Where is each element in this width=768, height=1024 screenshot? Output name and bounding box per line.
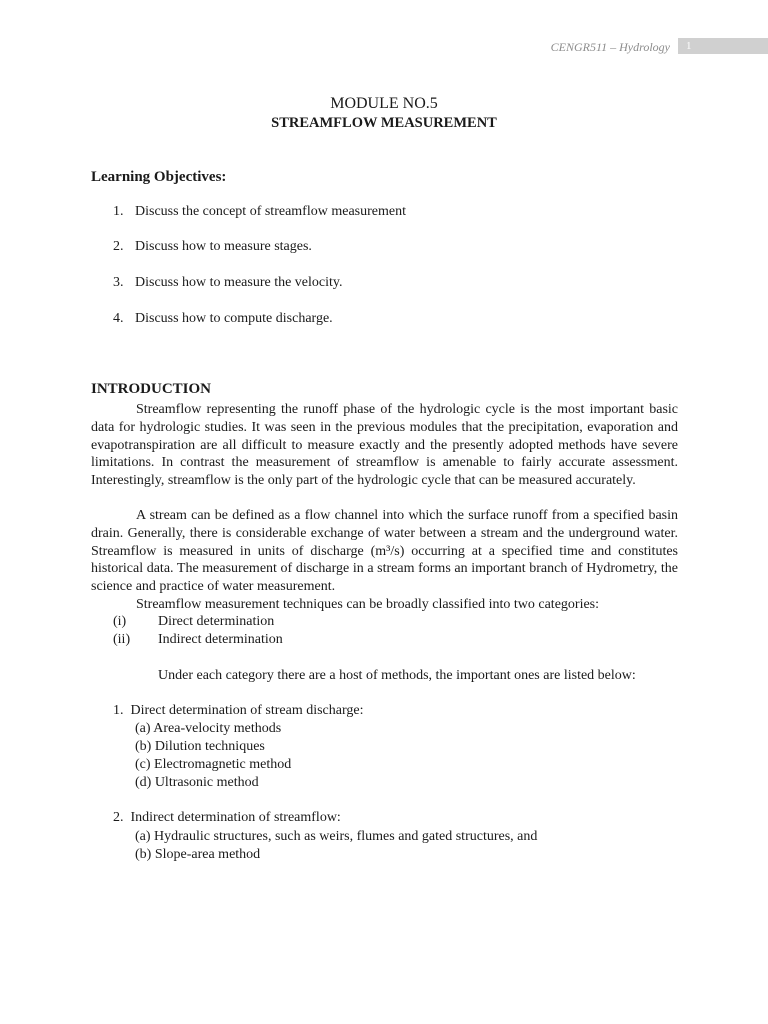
methods-intro: Under each category there are a host of methods, the important ones are listed below: <box>158 668 636 683</box>
category-text: Indirect determination <box>158 632 283 647</box>
objective-number: 1. <box>113 204 124 219</box>
objective-item <box>113 275 343 291</box>
objective-item <box>113 239 312 255</box>
indirect-heading: 2. Indirect determination of streamflow: <box>113 810 341 825</box>
objective-number: 2. <box>113 239 124 254</box>
module-title: MODULE NO.5 <box>330 95 438 112</box>
objectives-heading: Learning Objectives: <box>91 169 227 185</box>
direct-method-item: (c) Electromagnetic method <box>135 757 292 772</box>
category-number: (i) <box>113 614 127 629</box>
page-number: 1 <box>678 38 768 54</box>
direct-heading: 1. Direct determination of stream discharge: <box>113 703 364 718</box>
objective-item <box>113 311 333 327</box>
intro-paragraph-3: Streamflow measurement techniques can be broadly classified into two categories: <box>136 597 600 612</box>
objective-number: 3. <box>113 275 124 290</box>
direct-method-item: (d) Ultrasonic method <box>135 775 259 790</box>
objective-text: Discuss how to compute discharge. <box>135 311 333 326</box>
category-text: Direct determination <box>158 614 275 629</box>
objective-item <box>113 204 406 220</box>
objective-text: Discuss how to measure stages. <box>135 239 312 254</box>
intro-paragraph-2: A stream can be defined as a flow channel into which the surface runoff from a specified basin drain. Generally, there is considerable exchange of water between a stream and the underground water. Streamflow is measured in units of discharge (m³/s) occurring at a specified time and constitutes historical data. The measurement of discharge in a stream forms an important branch of Hydrometry, the science and practice of water measurement. <box>91 508 678 595</box>
running-header: CENGR511 – Hydrology <box>550 40 670 54</box>
objective-number: 4. <box>113 311 124 326</box>
intro-paragraph-1: Streamflow representing the runoff phase of the hydrologic cycle is the most important basic data for hydrologic studies. It was seen in the previous modules that the precipitation, evaporation and evapotranspiration are all difficult to measure exactly and the presently adopted methods have severe limitations. In contrast the measurement of streamflow is amenable to fairly accurate assessment. Interestingly, streamflow is the only part of the hydrologic cycle that can be measured accurately. <box>91 402 678 489</box>
direct-method-item: (a) Area-velocity methods <box>135 721 282 736</box>
category-number: (ii) <box>113 632 131 647</box>
objective-text: Discuss the concept of streamflow measurement <box>135 204 406 219</box>
module-subtitle: STREAMFLOW MEASUREMENT <box>271 115 497 131</box>
objective-text: Discuss how to measure the velocity. <box>135 275 343 290</box>
direct-method-item: (b) Dilution techniques <box>135 739 265 754</box>
introduction-heading: INTRODUCTION <box>91 381 212 397</box>
indirect-method-item: (a) Hydraulic structures, such as weirs, flumes and gated structures, and <box>135 829 538 844</box>
indirect-method-item: (b) Slope-area method <box>135 847 261 862</box>
